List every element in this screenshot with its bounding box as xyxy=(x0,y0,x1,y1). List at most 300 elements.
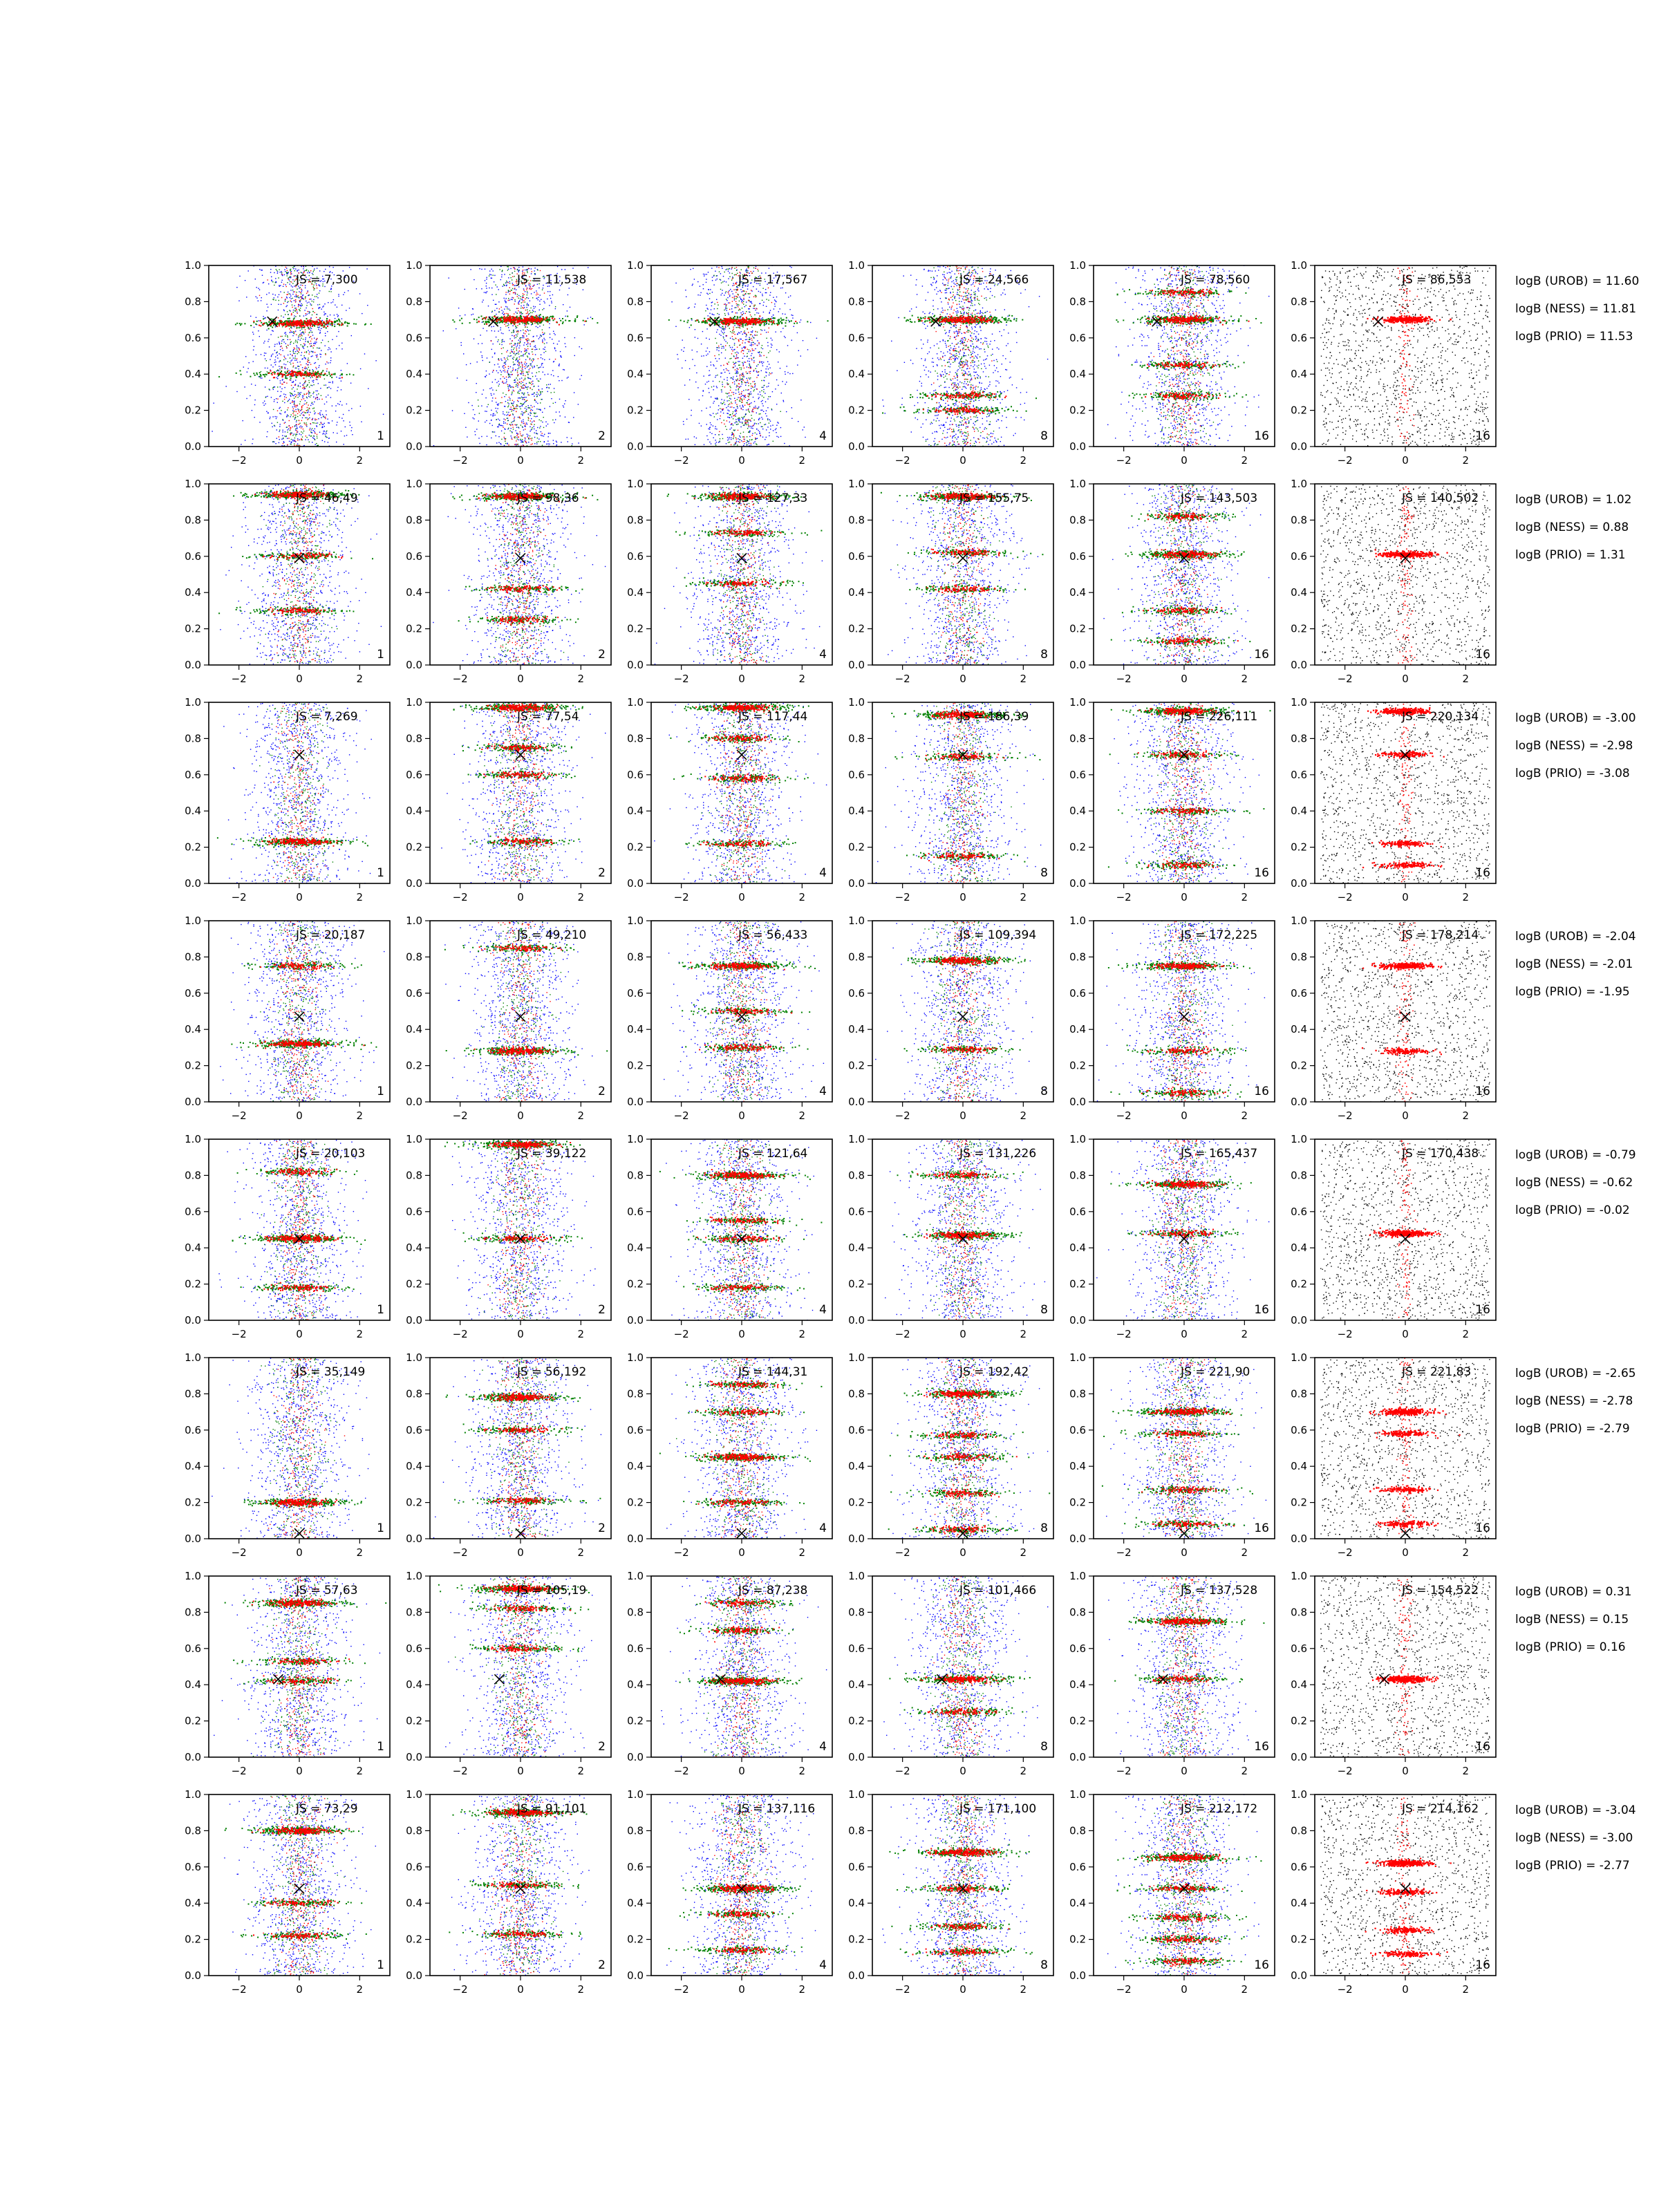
axes-frame xyxy=(651,702,832,883)
x-tick-label: 2 xyxy=(1241,1765,1248,1777)
true-value-marker xyxy=(1179,1528,1189,1538)
js-label: JS = 17,567 xyxy=(738,273,807,287)
panel-count-label: 16 xyxy=(1254,1958,1269,1972)
y-tick-label: 0.0 xyxy=(406,877,422,890)
y-tick-label: 0.0 xyxy=(185,1969,201,1982)
y-tick-label: 0.4 xyxy=(627,1241,644,1254)
y-tick-label: 0.6 xyxy=(1069,550,1086,563)
js-label: JS = 56,192 xyxy=(516,1365,586,1379)
y-tick-label: 0.8 xyxy=(406,295,422,308)
panel-r1-c4 xyxy=(848,259,1060,467)
y-tick-label: 0.4 xyxy=(185,805,201,817)
panel-r5-c5 xyxy=(1069,1133,1277,1340)
js-label: JS = 20,103 xyxy=(295,1147,365,1161)
scatter-points xyxy=(1320,484,1490,666)
y-tick-label: 0.4 xyxy=(406,368,422,380)
x-tick-label: 0 xyxy=(517,1546,524,1559)
y-tick-label: 0.4 xyxy=(1291,1897,1307,1909)
axes-frame xyxy=(209,702,390,883)
y-tick-label: 1.0 xyxy=(848,1351,865,1364)
y-tick-label: 1.0 xyxy=(185,1351,201,1364)
y-tick-label: 0.8 xyxy=(406,732,422,744)
panel-r5-c3 xyxy=(627,1133,832,1340)
panel-count-label: 2 xyxy=(598,866,606,880)
logb-annotation: logB (NESS) = 0.88 xyxy=(1515,521,1629,534)
y-tick-label: 1.0 xyxy=(627,259,644,272)
y-tick-label: 0.4 xyxy=(627,1897,644,1909)
panel-count-label: 4 xyxy=(819,1521,827,1535)
js-label: JS = 49,210 xyxy=(516,928,586,942)
y-tick-label: 0.0 xyxy=(848,877,865,890)
y-tick-label: 0.2 xyxy=(406,1278,422,1291)
y-tick-label: 1.0 xyxy=(627,1351,644,1364)
x-tick-label: 0 xyxy=(959,673,966,685)
y-tick-label: 1.0 xyxy=(848,1570,865,1582)
axes-frame xyxy=(651,484,832,665)
y-tick-label: 0.4 xyxy=(627,1678,644,1691)
x-tick-label: 0 xyxy=(517,1328,524,1340)
y-tick-label: 0.0 xyxy=(1069,659,1086,671)
true-value-marker xyxy=(516,1528,525,1538)
y-tick-label: 0.2 xyxy=(1291,404,1307,417)
y-tick-label: 0.6 xyxy=(1069,987,1086,1000)
scatter-points xyxy=(1060,702,1271,883)
x-tick-label: 2 xyxy=(799,1765,806,1777)
logb-annotation: logB (UROB) = -2.65 xyxy=(1515,1367,1636,1380)
logb-annotation: logB (NESS) = -3.00 xyxy=(1515,1831,1633,1845)
x-tick-label: 0 xyxy=(296,1546,303,1559)
panel-count-label: 2 xyxy=(598,1303,606,1317)
scatter-points xyxy=(1108,1575,1264,1757)
scatter-points xyxy=(1320,265,1490,447)
y-tick-label: 1.0 xyxy=(406,1351,422,1364)
y-tick-label: 0.6 xyxy=(627,1861,644,1873)
y-tick-label: 0.2 xyxy=(848,1933,865,1946)
panel-count-label: 2 xyxy=(598,1958,606,1972)
scatter-points xyxy=(876,702,1067,883)
js-label: JS = 127,33 xyxy=(738,491,807,505)
axes-frame xyxy=(872,265,1053,447)
scatter-points xyxy=(441,702,606,884)
y-tick-label: 0.4 xyxy=(1069,1678,1086,1691)
y-tick-label: 0.8 xyxy=(406,1824,422,1837)
x-tick-label: 2 xyxy=(1020,454,1027,467)
x-tick-label: −2 xyxy=(1116,891,1132,903)
x-tick-label: −2 xyxy=(895,891,910,903)
js-label: JS = 165,437 xyxy=(1180,1147,1257,1161)
scatter-points xyxy=(1107,1794,1288,1976)
logb-annotation: logB (NESS) = 0.15 xyxy=(1515,1613,1629,1627)
js-label: JS = 24,566 xyxy=(959,273,1029,287)
y-tick-label: 0.8 xyxy=(627,950,644,963)
panel-count-label: 4 xyxy=(819,1303,827,1317)
y-tick-label: 0.0 xyxy=(406,1751,422,1763)
x-tick-label: 0 xyxy=(1181,1983,1188,1996)
x-tick-label: 0 xyxy=(517,1983,524,1996)
panel-count-label: 4 xyxy=(819,648,827,662)
x-tick-label: −2 xyxy=(1116,673,1132,685)
x-tick-label: 0 xyxy=(738,1328,745,1340)
y-tick-label: 0.8 xyxy=(627,514,644,526)
y-tick-label: 0.0 xyxy=(627,877,644,890)
x-tick-label: 0 xyxy=(517,454,524,467)
js-label: JS = 7,269 xyxy=(295,710,358,724)
x-tick-label: 0 xyxy=(1402,1328,1409,1340)
panel-r6-c2 xyxy=(406,1351,611,1559)
x-tick-label: 2 xyxy=(1020,891,1027,903)
x-tick-label: −2 xyxy=(1116,1546,1132,1559)
y-tick-label: 0.8 xyxy=(627,1387,644,1400)
js-label: JS = 221,90 xyxy=(1180,1365,1250,1379)
y-tick-label: 0.6 xyxy=(1291,1642,1307,1655)
panel-r7-c5 xyxy=(1069,1570,1275,1777)
y-tick-label: 0.6 xyxy=(185,550,201,563)
logb-annotation: logB (UROB) = -3.04 xyxy=(1515,1803,1636,1817)
y-tick-label: 0.2 xyxy=(627,1278,644,1291)
axes-frame xyxy=(872,921,1053,1102)
y-tick-label: 1.0 xyxy=(848,1133,865,1145)
y-tick-label: 1.0 xyxy=(406,1788,422,1801)
y-tick-label: 1.0 xyxy=(1069,1351,1086,1364)
y-tick-label: 0.8 xyxy=(848,514,865,526)
panel-count-label: 16 xyxy=(1475,429,1490,443)
scatter-points xyxy=(444,1138,619,1320)
y-tick-label: 1.0 xyxy=(1291,478,1307,490)
y-tick-label: 0.6 xyxy=(627,1642,644,1655)
y-tick-label: 0.4 xyxy=(1069,586,1086,599)
y-tick-label: 0.0 xyxy=(848,440,865,453)
y-tick-label: 0.8 xyxy=(848,1606,865,1618)
panel-count-label: 1 xyxy=(377,648,384,662)
y-tick-label: 1.0 xyxy=(1291,1570,1307,1582)
axes-frame xyxy=(651,265,832,447)
y-tick-label: 0.4 xyxy=(185,1241,201,1254)
js-label: JS = 78,560 xyxy=(1180,273,1250,287)
scatter-points xyxy=(1096,1139,1277,1321)
y-tick-label: 1.0 xyxy=(848,478,865,490)
y-tick-label: 0.8 xyxy=(1291,514,1307,526)
y-tick-label: 0.4 xyxy=(185,1460,201,1472)
y-tick-label: 0.0 xyxy=(1069,1096,1086,1108)
axes-frame xyxy=(209,265,390,447)
js-label: JS = 109,394 xyxy=(959,928,1036,942)
y-tick-label: 1.0 xyxy=(1069,259,1086,272)
y-tick-label: 0.6 xyxy=(406,1861,422,1873)
y-tick-label: 0.8 xyxy=(627,1606,644,1618)
y-tick-label: 0.2 xyxy=(1069,623,1086,635)
x-tick-label: 2 xyxy=(357,1328,364,1340)
y-tick-label: 0.0 xyxy=(185,659,201,671)
x-tick-label: −2 xyxy=(453,454,468,467)
panel-r4-c5 xyxy=(1069,915,1275,1122)
y-tick-label: 0.8 xyxy=(848,950,865,963)
scatter-points xyxy=(1097,920,1265,1102)
panel-count-label: 2 xyxy=(598,1085,606,1098)
js-label: JS = 172,225 xyxy=(1180,928,1257,942)
y-tick-label: 1.0 xyxy=(406,259,422,272)
js-label: JS = 56,433 xyxy=(738,928,807,942)
panel-count-label: 16 xyxy=(1254,1303,1269,1317)
y-tick-label: 0.2 xyxy=(627,404,644,417)
y-tick-label: 0.2 xyxy=(1069,1278,1086,1291)
x-tick-label: −2 xyxy=(895,673,910,685)
x-tick-label: 0 xyxy=(1181,891,1188,903)
axes-frame xyxy=(651,1358,832,1539)
y-tick-label: 0.0 xyxy=(627,1314,644,1327)
panel-r6-c3 xyxy=(627,1351,852,1559)
js-label: JS = 11,538 xyxy=(516,273,586,287)
y-tick-label: 0.6 xyxy=(848,987,865,1000)
panel-count-label: 1 xyxy=(377,429,384,443)
x-tick-label: −2 xyxy=(674,1328,689,1340)
scatter-points xyxy=(1320,1358,1490,1539)
y-tick-label: 0.8 xyxy=(627,295,644,308)
logb-annotation: logB (NESS) = 11.81 xyxy=(1515,302,1636,316)
js-label: JS = 154,522 xyxy=(1401,1584,1479,1597)
panel-r5-c1 xyxy=(185,1133,404,1340)
logb-annotation: logB (UROB) = -3.00 xyxy=(1515,711,1636,725)
x-tick-label: −2 xyxy=(674,1546,689,1559)
y-tick-label: 1.0 xyxy=(1291,1351,1307,1364)
x-tick-label: 0 xyxy=(1402,891,1409,903)
y-tick-label: 1.0 xyxy=(185,1788,201,1801)
y-tick-label: 1.0 xyxy=(1069,915,1086,927)
scatter-points xyxy=(433,1357,601,1539)
panel-r6-c6 xyxy=(1291,1351,1496,1559)
x-tick-label: 2 xyxy=(1241,1328,1248,1340)
js-label: JS = 39,122 xyxy=(516,1147,586,1161)
y-tick-label: 0.0 xyxy=(1291,877,1307,890)
panel-count-label: 1 xyxy=(377,1085,384,1098)
x-tick-label: 0 xyxy=(959,1546,966,1559)
y-tick-label: 0.8 xyxy=(185,295,201,308)
y-tick-label: 0.2 xyxy=(627,623,644,635)
y-tick-label: 0.8 xyxy=(1069,950,1086,963)
panel-r7-c1 xyxy=(185,1570,390,1777)
y-tick-label: 0.4 xyxy=(1069,368,1086,380)
js-label: JS = 137,528 xyxy=(1180,1584,1257,1597)
y-tick-label: 0.4 xyxy=(848,586,865,599)
scatter-points xyxy=(664,920,824,1102)
scatter-points xyxy=(214,1575,386,1757)
y-tick-label: 1.0 xyxy=(185,259,201,272)
scatter-points xyxy=(654,700,834,884)
panel-count-label: 1 xyxy=(377,1740,384,1754)
true-value-marker xyxy=(1374,317,1383,326)
panel-count-label: 16 xyxy=(1475,1303,1490,1317)
y-tick-label: 0.8 xyxy=(848,1169,865,1181)
scatter-points xyxy=(212,1358,392,1539)
x-tick-label: 2 xyxy=(1020,1328,1027,1340)
x-tick-label: 0 xyxy=(1181,673,1188,685)
y-tick-label: 0.0 xyxy=(848,1314,865,1327)
axes-frame xyxy=(872,1576,1053,1757)
x-tick-label: 0 xyxy=(959,1328,966,1340)
y-tick-label: 0.4 xyxy=(185,368,201,380)
y-tick-label: 0.6 xyxy=(406,1642,422,1655)
y-tick-label: 1.0 xyxy=(406,1133,422,1145)
y-tick-label: 0.2 xyxy=(848,404,865,417)
x-tick-label: −2 xyxy=(1116,1983,1132,1996)
panel-r4-c6 xyxy=(1291,915,1496,1122)
y-tick-label: 0.0 xyxy=(1069,440,1086,453)
y-tick-label: 1.0 xyxy=(1291,1133,1307,1145)
js-label: JS = 117,44 xyxy=(738,710,807,724)
x-tick-label: 0 xyxy=(1402,673,1409,685)
panel-count-label: 2 xyxy=(598,429,606,443)
y-tick-label: 0.0 xyxy=(1069,877,1086,890)
logb-annotation: logB (NESS) = -2.78 xyxy=(1515,1394,1633,1408)
axes-frame xyxy=(430,1794,611,1976)
true-value-marker xyxy=(1400,1012,1410,1022)
y-tick-label: 0.2 xyxy=(848,1278,865,1291)
y-tick-label: 1.0 xyxy=(185,478,201,490)
x-tick-label: 0 xyxy=(1181,454,1188,467)
y-tick-label: 0.6 xyxy=(406,987,422,1000)
axes-frame xyxy=(872,484,1053,665)
y-tick-label: 0.0 xyxy=(185,877,201,890)
y-tick-label: 1.0 xyxy=(848,915,865,927)
scatter-points xyxy=(888,1357,1051,1539)
y-tick-label: 1.0 xyxy=(1291,915,1307,927)
y-tick-label: 1.0 xyxy=(848,259,865,272)
scatter-points xyxy=(661,1575,839,1757)
y-tick-label: 0.0 xyxy=(1291,1751,1307,1763)
panel-count-label: 8 xyxy=(1040,1958,1048,1972)
panel-count-label: 16 xyxy=(1475,1521,1490,1535)
x-tick-label: 2 xyxy=(578,1983,585,1996)
x-tick-label: 2 xyxy=(1020,1765,1027,1777)
scatter-points xyxy=(655,483,823,665)
y-tick-label: 0.2 xyxy=(1069,404,1086,417)
y-tick-label: 0.6 xyxy=(627,550,644,563)
logb-annotation: logB (PRIO) = -2.79 xyxy=(1515,1422,1630,1436)
y-tick-label: 0.2 xyxy=(406,841,422,854)
y-tick-label: 0.2 xyxy=(406,623,422,635)
x-tick-label: 0 xyxy=(959,1109,966,1122)
scatter-points xyxy=(618,265,828,447)
y-tick-label: 0.0 xyxy=(406,440,422,453)
x-tick-label: 2 xyxy=(357,1109,364,1122)
y-tick-label: 0.0 xyxy=(1291,1533,1307,1545)
panel-count-label: 1 xyxy=(377,1958,384,1972)
x-tick-label: −2 xyxy=(453,1109,468,1122)
logb-annotation: logB (NESS) = -2.98 xyxy=(1515,739,1633,753)
panel-count-label: 1 xyxy=(377,1521,384,1535)
scatter-points xyxy=(433,484,613,665)
x-tick-label: 2 xyxy=(578,673,585,685)
x-tick-label: −2 xyxy=(453,891,468,903)
scatter-points xyxy=(438,1575,631,1757)
y-tick-label: 0.4 xyxy=(1291,586,1307,599)
js-label: JS = 77,54 xyxy=(516,710,579,724)
y-tick-label: 0.4 xyxy=(406,586,422,599)
y-tick-label: 0.4 xyxy=(1291,1241,1307,1254)
y-tick-label: 0.2 xyxy=(627,1060,644,1072)
y-tick-label: 0.4 xyxy=(1291,1023,1307,1035)
js-label: JS = 73,29 xyxy=(295,1802,358,1816)
y-tick-label: 0.4 xyxy=(1291,1678,1307,1691)
y-tick-label: 0.0 xyxy=(848,1969,865,1982)
js-label: JS = 192,42 xyxy=(959,1365,1029,1379)
y-tick-label: 1.0 xyxy=(185,696,201,709)
y-tick-label: 0.4 xyxy=(185,1897,201,1909)
x-tick-label: 0 xyxy=(517,891,524,903)
y-tick-label: 0.0 xyxy=(185,1314,201,1327)
y-tick-label: 0.8 xyxy=(185,1824,201,1837)
true-value-marker xyxy=(516,1884,525,1893)
x-tick-label: 2 xyxy=(1020,1546,1027,1559)
y-tick-label: 0.2 xyxy=(1291,623,1307,635)
x-tick-label: −2 xyxy=(232,1546,247,1559)
x-tick-label: −2 xyxy=(895,454,910,467)
y-tick-label: 0.2 xyxy=(185,1715,201,1727)
y-tick-label: 0.4 xyxy=(1069,1241,1086,1254)
panel-count-label: 8 xyxy=(1040,1521,1048,1535)
x-tick-label: 0 xyxy=(517,1109,524,1122)
true-value-marker xyxy=(294,750,304,760)
panel-r3-c6 xyxy=(1291,696,1496,903)
y-tick-label: 0.8 xyxy=(1069,1169,1086,1181)
x-tick-label: −2 xyxy=(674,891,689,903)
panel-r4-c4 xyxy=(848,915,1056,1122)
y-tick-label: 0.2 xyxy=(1291,1060,1307,1072)
js-label: JS = 144,31 xyxy=(738,1365,807,1379)
x-tick-label: 0 xyxy=(1181,1546,1188,1559)
x-tick-label: 0 xyxy=(1402,1983,1409,1996)
x-tick-label: 2 xyxy=(578,1328,585,1340)
y-tick-label: 0.0 xyxy=(1069,1314,1086,1327)
x-tick-label: −2 xyxy=(1338,673,1353,685)
y-tick-label: 0.0 xyxy=(848,659,865,671)
y-tick-label: 0.8 xyxy=(627,1824,644,1837)
panel-count-label: 8 xyxy=(1040,1303,1048,1317)
y-tick-label: 1.0 xyxy=(406,478,422,490)
panel-count-label: 16 xyxy=(1254,866,1269,880)
axes-frame xyxy=(1094,1139,1275,1320)
y-tick-label: 0.4 xyxy=(848,1678,865,1691)
x-tick-label: 0 xyxy=(296,454,303,467)
y-tick-label: 0.4 xyxy=(848,1460,865,1472)
y-tick-label: 0.0 xyxy=(185,1751,201,1763)
js-label: JS = 101,466 xyxy=(959,1584,1036,1597)
js-label: JS = 121,64 xyxy=(738,1147,807,1161)
y-tick-label: 0.4 xyxy=(627,1460,644,1472)
y-tick-label: 1.0 xyxy=(848,696,865,709)
y-tick-label: 0.4 xyxy=(1069,1460,1086,1472)
y-tick-label: 0.8 xyxy=(1291,1824,1307,1837)
x-tick-label: 2 xyxy=(1463,673,1470,685)
panel-count-label: 16 xyxy=(1254,1521,1269,1535)
panel-r3-c1 xyxy=(185,696,390,903)
y-tick-label: 1.0 xyxy=(627,1788,644,1801)
y-tick-label: 0.0 xyxy=(848,1096,865,1108)
x-tick-label: 2 xyxy=(1463,1109,1470,1122)
x-tick-label: −2 xyxy=(1338,1983,1353,1996)
js-label: JS = 155,75 xyxy=(959,491,1029,505)
y-tick-label: 0.0 xyxy=(185,1533,201,1545)
x-tick-label: 2 xyxy=(578,1546,585,1559)
y-tick-label: 0.4 xyxy=(1291,1460,1307,1472)
y-tick-label: 0.0 xyxy=(406,1969,422,1982)
y-tick-label: 0.8 xyxy=(1069,1387,1086,1400)
x-tick-label: 2 xyxy=(1241,454,1248,467)
axes-frame xyxy=(1315,1576,1496,1757)
y-tick-label: 0.2 xyxy=(185,841,201,854)
x-tick-label: 2 xyxy=(578,1109,585,1122)
y-tick-label: 0.2 xyxy=(1291,1278,1307,1291)
logb-annotation: logB (PRIO) = -2.77 xyxy=(1515,1859,1630,1873)
